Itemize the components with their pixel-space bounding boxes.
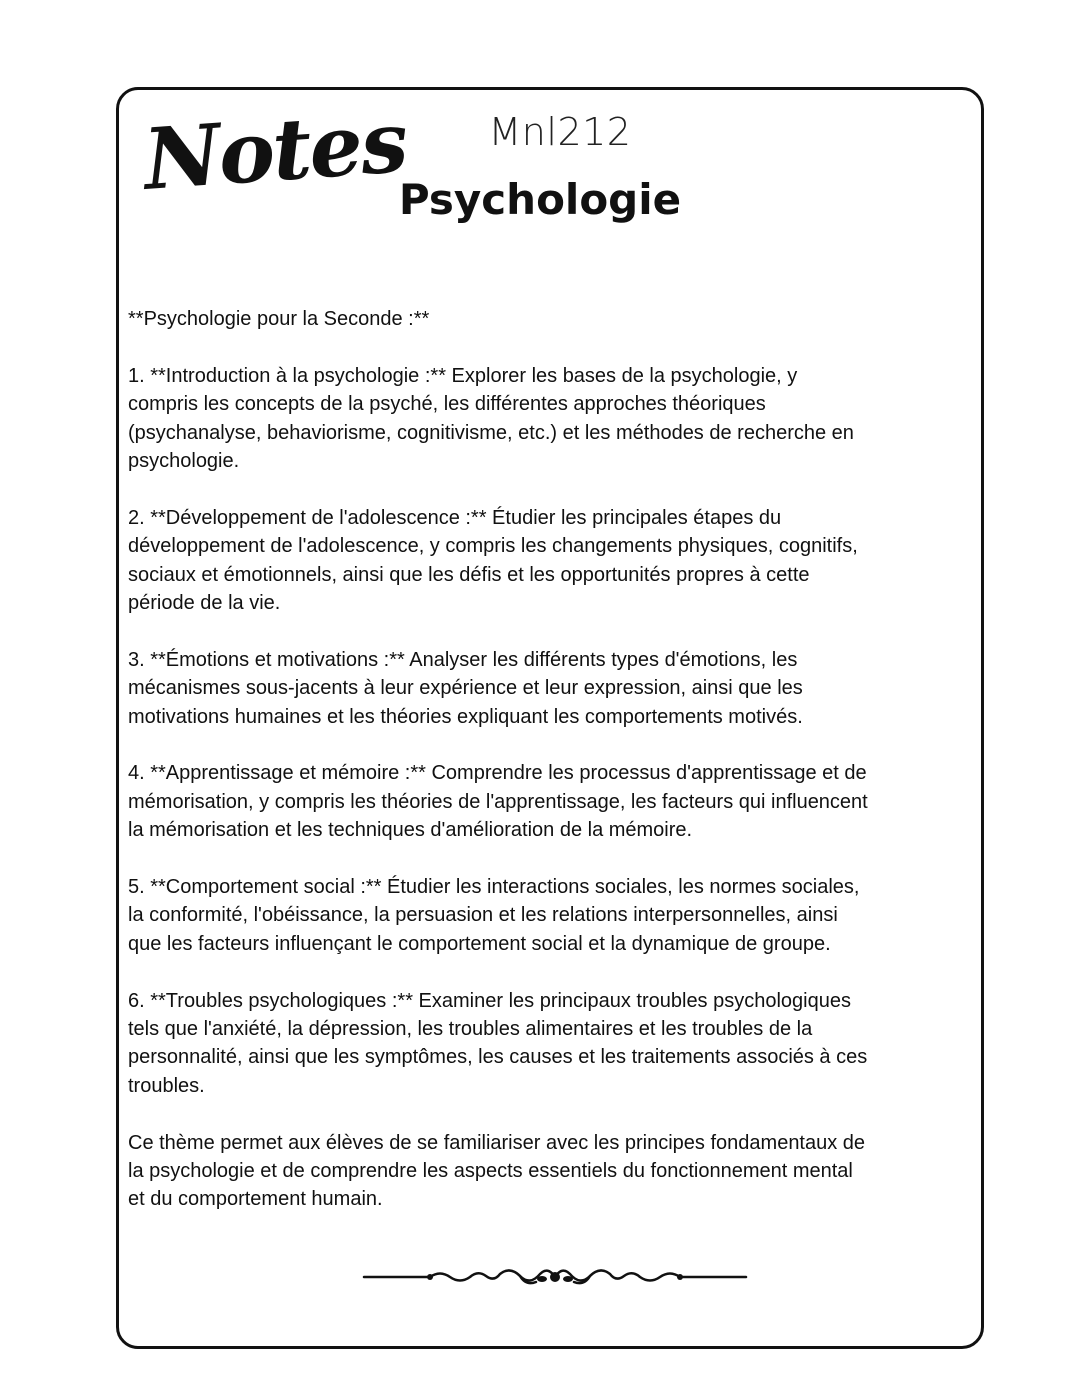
notes-logo xyxy=(140,91,410,209)
intro-heading: **Psychologie pour la Seconde :** xyxy=(128,308,430,330)
section-paragraph: 3. **Émotions et motivations :** Analyser les différents types d'émotions, les mécanismes sous-jacents à leur expérience et leur expression, ainsi que les motivations humaines et les théories expliquant les comportements motivés. xyxy=(128,648,803,728)
section-paragraph: 4. **Apprentissage et mémoire :** Comprendre les processus d'apprentissage et de mémorisation, y compris les théories de l'apprentissage, les facteurs qui influencent la mémorisation et les techniques d'amélioration de la mémoire. xyxy=(128,762,868,842)
section-paragraph: 6. **Troubles psychologiques :** Examiner les principaux troubles psychologiques tels que l'anxiété, la dépression, les troubles alimentaires et les troubles de la personnalité, ainsi que les symptômes, les causes et les traitements associés à ces troubles. xyxy=(128,989,868,1097)
page-title: Psychologie xyxy=(398,175,682,224)
author-handle: Mnl212 xyxy=(488,110,632,154)
notes-body xyxy=(128,305,868,1242)
conclusion-paragraph: Ce thème permet aux élèves de se familiariser avec les principes fondamentaux de la psychologie et de comprendre les aspects essentiels du fonctionnement mental et du comportement humain. xyxy=(128,1131,866,1211)
section-paragraph: 5. **Comportement social :** Étudier les interactions sociales, les normes sociales, la conformité, l'obéissance, la persuasion et les relations interpersonnelles, ainsi que les facteurs influençant le comportement social et la dynamique de groupe. xyxy=(128,876,860,955)
svg-text:Notes: Notes xyxy=(140,91,410,209)
section-paragraph: 2. **Développement de l'adolescence :** Étudier les principales étapes du développement de l'adolescence, y compris les changements physiques, cognitifs, sociaux et émotionnels, ainsi que les défis et les opportunités propres à cette période de la vie. xyxy=(128,506,858,615)
section-paragraph: 1. **Introduction à la psychologie :** Explorer les bases de la psychologie, y compris les concepts de la psyché, les différentes approches théoriques (psychanalyse, behaviorisme, cognitivisme, etc.) et les méthodes de recherche en psychologie. xyxy=(128,364,854,473)
flourish-divider-icon xyxy=(360,1262,750,1292)
